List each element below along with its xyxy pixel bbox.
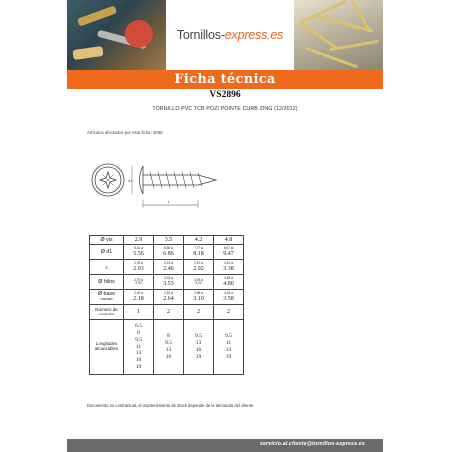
logo-text-main: Tornillos- xyxy=(176,28,225,42)
row-sublabel: cruceta Pozi xyxy=(98,311,115,316)
length-value: 19 xyxy=(135,364,142,371)
range-min: 2,00 a xyxy=(134,291,143,296)
range-max: 2.46 xyxy=(163,265,174,272)
logo[interactable] xyxy=(166,0,294,70)
tool-handle-image xyxy=(125,20,153,48)
length-value: 8 xyxy=(137,329,140,336)
range-max: 2.92 xyxy=(193,265,204,272)
range-min: 4,65 a xyxy=(224,276,233,281)
range-min: 2,67 a xyxy=(194,261,203,266)
range-min: 6,50 a xyxy=(164,246,173,251)
length-value: 8 xyxy=(167,333,170,340)
range-min: 2,21 a xyxy=(164,261,173,266)
range-min: 2,79 a xyxy=(134,277,143,282)
range-min: 4,09 a xyxy=(194,277,203,282)
row-label: Ø hilos xyxy=(90,275,124,290)
header-photo-tools xyxy=(67,0,166,70)
row-label: Número de xyxy=(95,307,118,313)
range-max: 4.22 xyxy=(195,281,202,285)
length-value: 9.5 xyxy=(135,336,142,343)
banner-title: Ficha técnica xyxy=(174,72,276,87)
cruceta-cell: 2 xyxy=(154,305,184,320)
length-value: 13 xyxy=(165,347,172,353)
header-photo-screws xyxy=(294,0,383,70)
range-min: 3,43 a xyxy=(164,276,173,281)
d1-dimension-label: d1 xyxy=(128,178,133,183)
row-sublabel: roscado xyxy=(100,296,113,301)
size-cell: 4.2 xyxy=(184,236,214,245)
length-value: 13 xyxy=(195,340,202,347)
screw-side-view xyxy=(132,166,216,208)
range-min: 3,10 a xyxy=(224,261,233,266)
specs-table xyxy=(89,235,244,375)
cruceta-cell: 2 xyxy=(184,305,214,320)
length-value: 9.5 xyxy=(225,333,232,340)
contact-email-link[interactable]: servicio.al.cliente@tornillos-express.es xyxy=(259,441,365,447)
range-max: 5.56 xyxy=(133,250,144,257)
table-row xyxy=(90,320,244,375)
length-value: 9.5 xyxy=(165,340,172,347)
range-max: 2.18 xyxy=(133,295,144,302)
size-cell: 3.5 xyxy=(154,236,184,245)
range-min: 1,78 a xyxy=(134,261,143,266)
disclaimer-note: Documento no contractual, el mantenimiento de stock depende de la demanda del cliente. xyxy=(87,403,255,408)
length-value: 16 xyxy=(135,357,142,364)
range-max: 4.80 xyxy=(223,280,234,287)
screwdriver-image xyxy=(77,5,117,26)
row-label: Ø vis xyxy=(90,236,124,245)
product-code: VS2896 xyxy=(209,90,241,100)
row-label: Ø d1 xyxy=(90,245,124,260)
screw-drawing xyxy=(88,150,228,220)
length-value: 16 xyxy=(165,353,172,360)
range-max: 2.90 xyxy=(135,281,142,285)
length-value: 11 xyxy=(225,340,232,347)
range-min: 5,31 a xyxy=(134,246,143,251)
table-row xyxy=(90,236,244,245)
range-max: 3.38 xyxy=(223,265,234,272)
ficha-banner xyxy=(67,70,383,89)
cruceta-cell: 1 xyxy=(124,305,154,320)
cruceta-cell: 2 xyxy=(214,305,244,320)
length-value: 13 xyxy=(225,347,232,353)
range-min: 2,98 a xyxy=(194,291,203,296)
workbench-image xyxy=(72,46,103,60)
length-value: 19 xyxy=(195,353,202,360)
table-row xyxy=(90,260,244,275)
logo-text-accent: express.es xyxy=(224,28,284,42)
range-min: 3,43 a xyxy=(224,291,233,296)
range-min: 2,51 a xyxy=(164,291,173,296)
range-max: 3.10 xyxy=(193,295,204,302)
table-row xyxy=(90,275,244,290)
range-max: 3.58 xyxy=(223,295,234,302)
affected-articles: Artículos afectados por esta ficha: 2896 xyxy=(87,130,163,135)
header xyxy=(67,0,383,70)
range-max: 3.53 xyxy=(163,280,174,287)
range-max: 2.03 xyxy=(133,265,144,272)
table-row xyxy=(90,290,244,305)
range-min: 7,77 a xyxy=(194,246,203,251)
table-row xyxy=(90,305,244,320)
table-row xyxy=(90,245,244,260)
length-value: 6.5 xyxy=(135,322,142,329)
size-cell: 4.8 xyxy=(214,236,244,245)
range-max: 2.64 xyxy=(163,295,174,302)
product-title: TORNILLO PVC TCB POZI POINTE CURB ZING (12/2012) xyxy=(152,106,298,112)
range-max: 6.86 xyxy=(163,250,174,257)
row-sublabel: alcanzables xyxy=(94,346,119,351)
size-cell: 2.9 xyxy=(124,236,154,245)
length-value: 16 xyxy=(195,347,202,353)
length-value: 11 xyxy=(135,343,142,350)
range-max: 8.18 xyxy=(193,250,204,257)
length-value: 19 xyxy=(225,353,232,360)
length-value: 13 xyxy=(135,350,142,357)
length-value: 9.5 xyxy=(195,333,202,340)
pozi-head-top-view xyxy=(92,164,124,196)
row-label: Ø base xyxy=(97,291,116,298)
footer-bar xyxy=(67,439,383,452)
range-max: 9.47 xyxy=(223,250,234,257)
length-dimension-label: L xyxy=(168,199,171,204)
row-label: Longitudes xyxy=(95,341,118,347)
row-label: s xyxy=(90,260,124,275)
range-min: 9,07 al xyxy=(223,246,234,251)
